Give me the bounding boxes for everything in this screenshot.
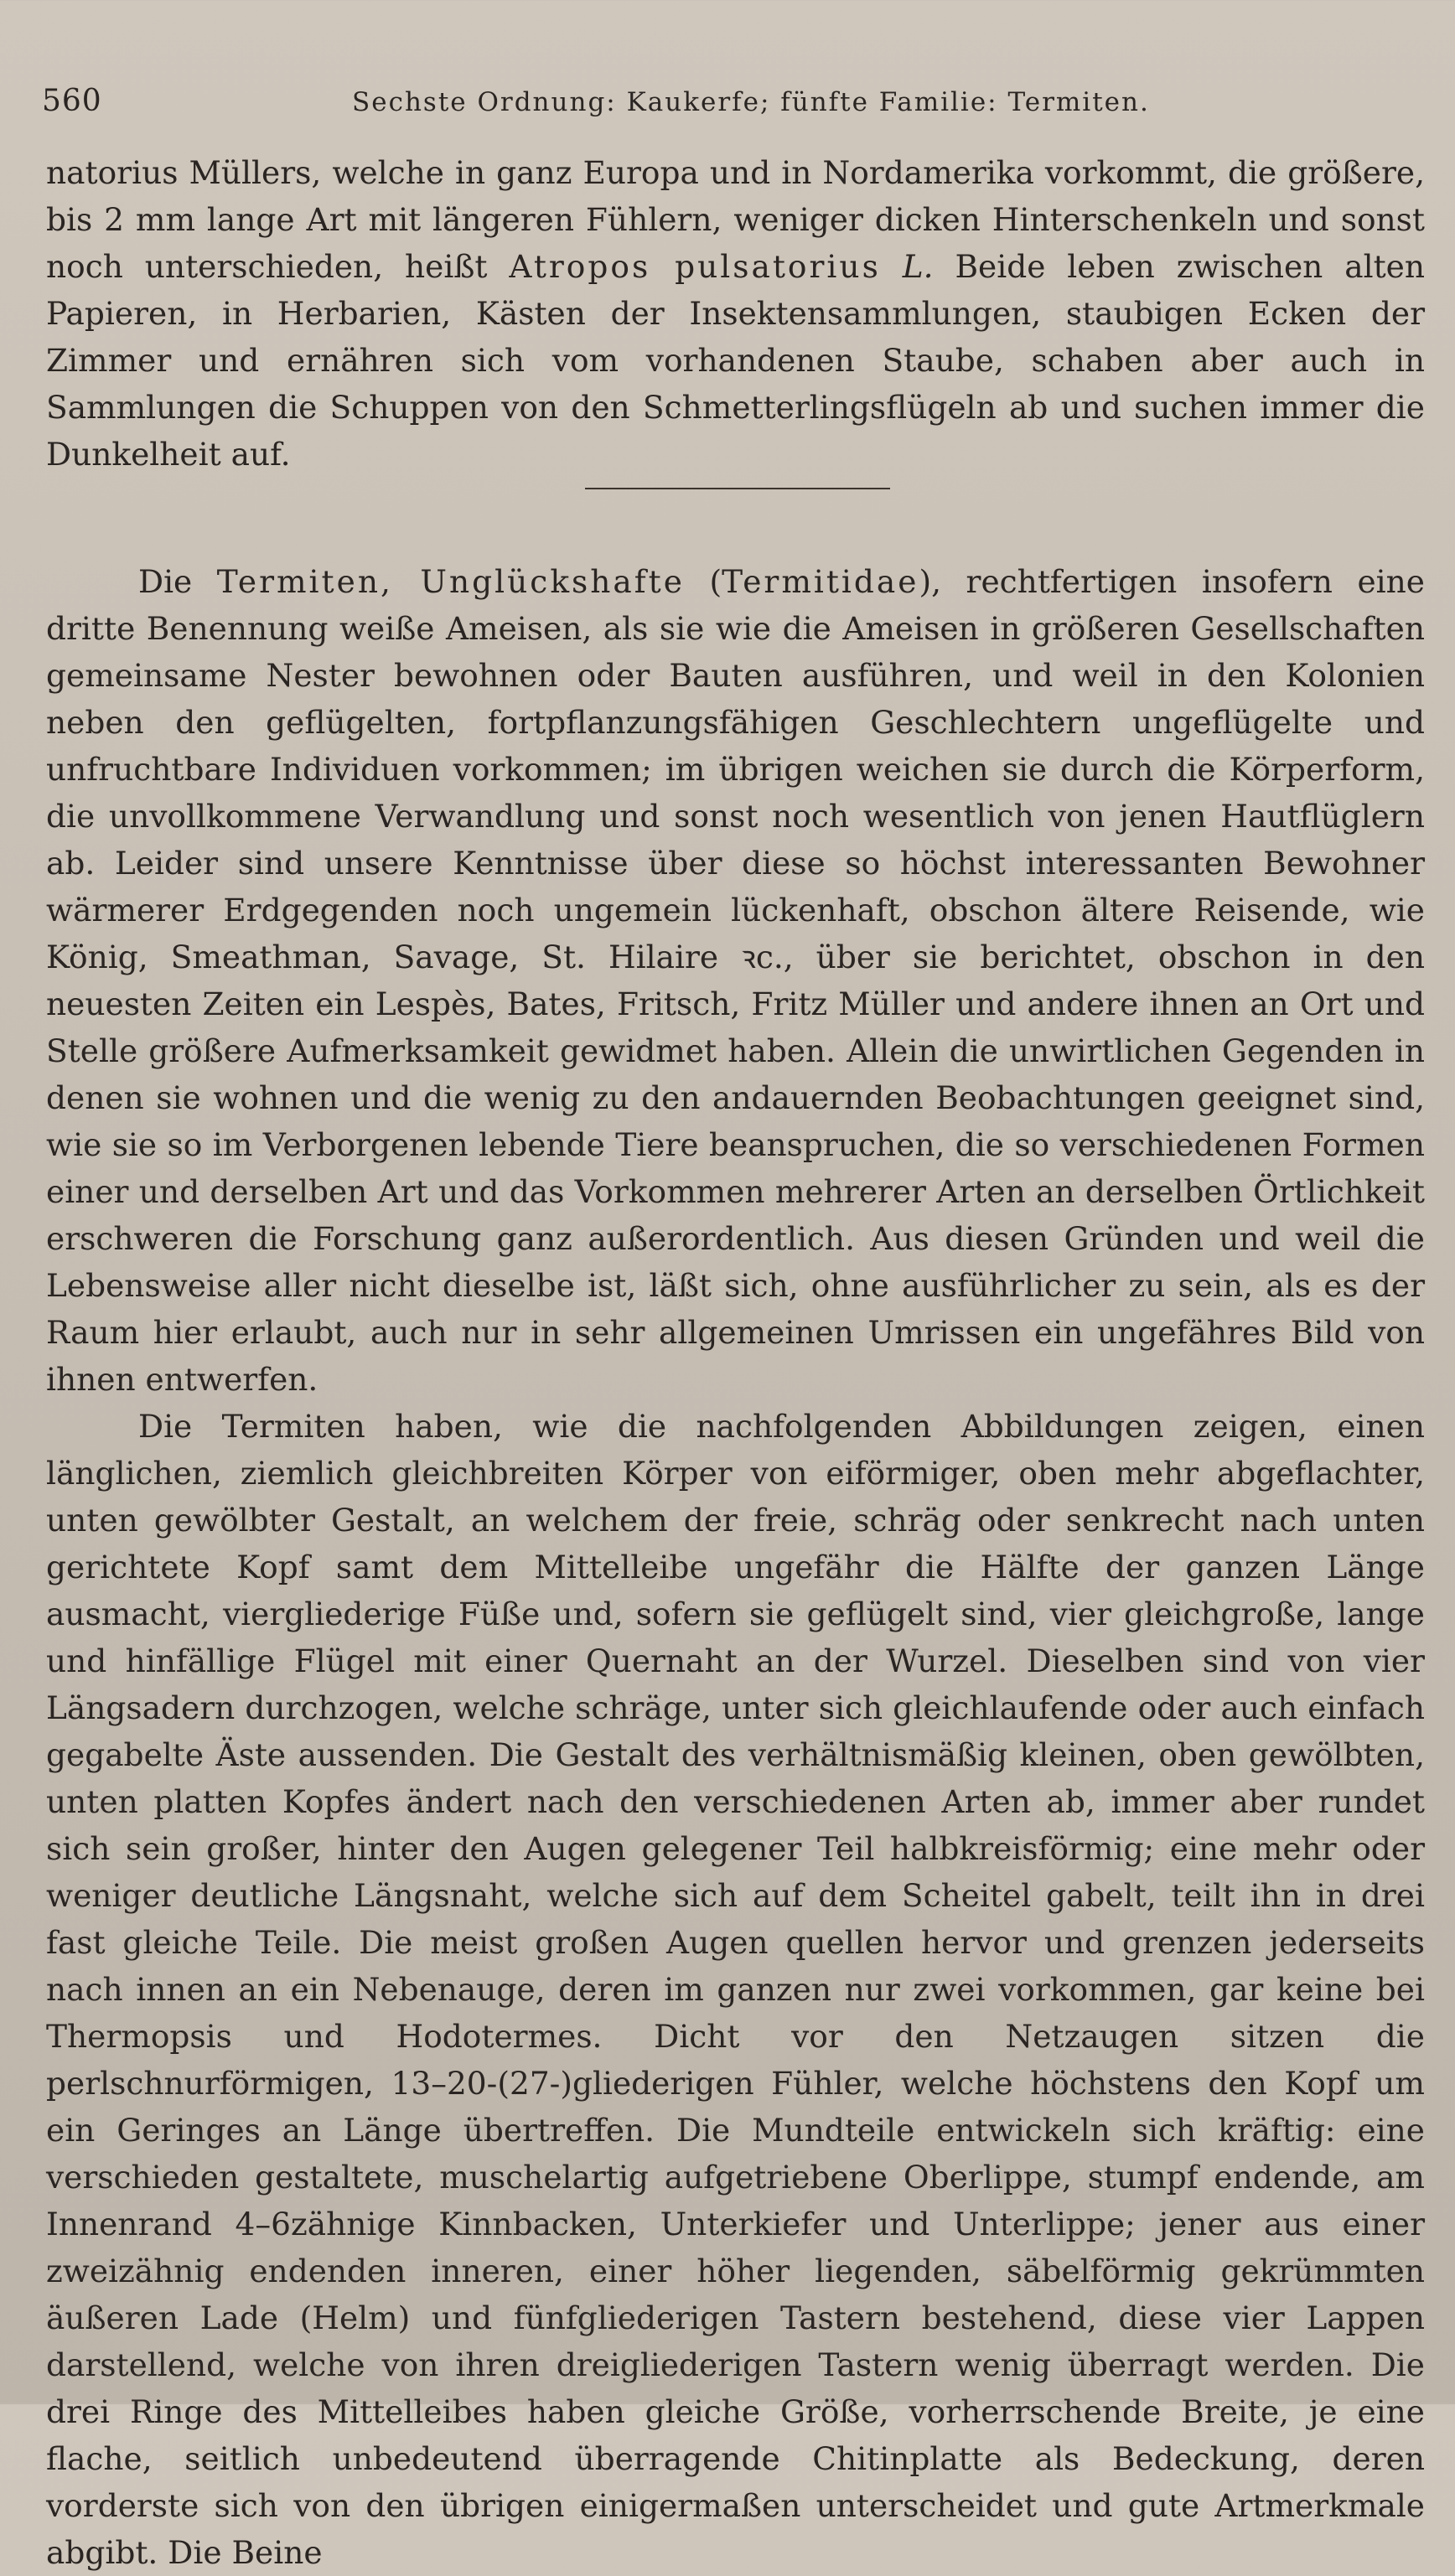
termites-section <box>46 558 1425 2576</box>
text-run: natorius Müllers, welche in ganz Europa und in Nordamerika vorkommt, die größere, bis 2 mm lange Art mit längeren Fühlern, weniger dicken Hinterschenkeln und sonst noch unterschieden, heißt <box>46 154 1425 285</box>
running-head <box>42 84 1416 126</box>
text-run: ), rechtfertigen insofern eine dritte Benennung weiße Ameisen, als sie wie die Ameisen in größeren Gesellschaften gemeinsame Nester bewohnen oder Bauten ausführen, und weil in den Kolonien neben den geflügelten, fortpflanzungsfähigen Geschlechtern ungeflügelte und unfruchtbare Individuen vorkommen; im übrigen weichen sie durch die Körperform, die unvollkommene Verwandlung und sonst noch wesentlich von jenen Hautflüglern ab. Leider sind unsere Kenntnisse über diese so höchst interessanten Bewohner wärmerer Erdgegenden noch ungemein lückenhaft, obschon ältere Reisende, wie König, Smeathman, Savage, St. Hilaire ꝛc., über sie berichtet, obschon in den neuesten Zeiten ein Lespès, Bates, Fritsch, Fritz Müller und andere ihnen an Ort und Stelle größere Aufmerksamkeit gewidmet haben. Allein die unwirtlichen Gegenden in denen sie wohnen und die wenig zu den andauernden Beobachtungen geeignet sind, wie sie so im Verborgenen lebende Tiere beanspruchen, die so verschiedenen Formen einer und derselben Art und das Vorkommen mehrerer Arten an derselben Örtlichkeit erschweren die Forschung ganz außerordentlich. Aus diesen Gründen und weil die Lebensweise aller nicht dieselbe ist, läßt sich, ohne ausführlicher zu sein, als es der Raum hier erlaubt, auch nur in sehr allgemeinen Umrissen ein ungefähres Bild von ihnen entwerfen. <box>46 563 1425 1398</box>
text-run: Beide leben zwischen alten Papieren, in Herbarien, Kästen der Insektensammlungen, staubigen Ecken der Zimmer und ernähren sich vom vorhandenen Staube, schaben aber auch in Sammlungen die Schuppen von den Schmetterlingsflügeln ab und suchen immer die Dunkelheit auf. <box>46 248 1425 473</box>
paragraph-atropos <box>46 149 1425 478</box>
text-run: Die <box>138 563 217 600</box>
species-name: Atropos pulsatorius <box>509 248 881 285</box>
page-number: 560 <box>42 84 102 118</box>
family-name: Termitidae <box>722 563 919 600</box>
paragraph-termites-anatomy: Die Termiten haben, wie die nachfolgenden Abbildungen zeigen, einen länglichen, ziemlich gleichbreiten Körper von eiförmiger, oben mehr abgeflachter, unten gewölbter Gestalt, an welchem der freie, schräg oder senkrecht nach unten gerichtete Kopf samt dem Mittelleibe ungefähr die Hälfte der ganzen Länge ausmacht, viergliederige Füße und, sofern sie geflügelt sind, vier gleichgroße, lange und hinfällige Flügel mit einer Quernaht an der Wurzel. Dieselben sind von vier Längsadern durchzogen, welche schräge, unter sich gleichlaufende oder auch einfach gegabelte Äste aussenden. Die Gestalt des verhältnismäßig kleinen, oben gewölbten, unten platten Kopfes ändert nach den verschiedenen Arten ab, immer aber rundet sich sein großer, hinter den Augen gelegener Teil halbkreisförmig; eine mehr oder weniger deutliche Längsnaht, welche sich auf dem Scheitel gabelt, teilt ihn in drei fast gleiche Teile. Die meist großen Augen quellen hervor und grenzen jederseits nach innen an ein Nebenauge, deren im ganzen nur zwei vorkommen, gar keine bei Thermopsis und Hodotermes. Dicht vor den Netzaugen sitzen die perlschnurförmigen, 13–20-(27-)gliederigen Fühler, welche höchstens den Kopf um ein Geringes an Länge übertreffen. Die Mundteile entwickeln sich kräftig: eine verschieden gestaltete, muschelartig aufgetriebene Oberlippe, stumpf endende, am Innenrand 4–6zähnige Kinnbacken, Unterkiefer und Unterlippe; jener aus einer zweizähnig endenden inneren, einer höher liegenden, säbelförmig gekrümmten äußeren Lade (Helm) und fünfgliederigen Tastern bestehend, diese vier Lappen darstellend, welche von ihren dreigliederigen Tastern wenig überragt werden. Die drei Ringe des Mittelleibes haben gleiche Größe, vorherrschende Breite, je eine flache, seitlich unbedeutend überragende Chitinplatte als Bedeckung, deren vorderste sich von den übrigen einigermaßen unterscheidet und gute Artmerkmale abgibt. Die Beine <box>46 1408 1425 2571</box>
running-title: Sechste Ordnung: Kaukerfe; fünfte Familie: Termiten. <box>352 87 1150 117</box>
continued-paragraph <box>46 149 1425 478</box>
paragraph-termites-intro <box>46 558 1425 1403</box>
section-divider <box>585 488 890 489</box>
species-author: L. <box>902 248 934 285</box>
section-term: Termiten, Unglückshafte <box>216 563 685 600</box>
text-run: ( <box>684 563 722 600</box>
